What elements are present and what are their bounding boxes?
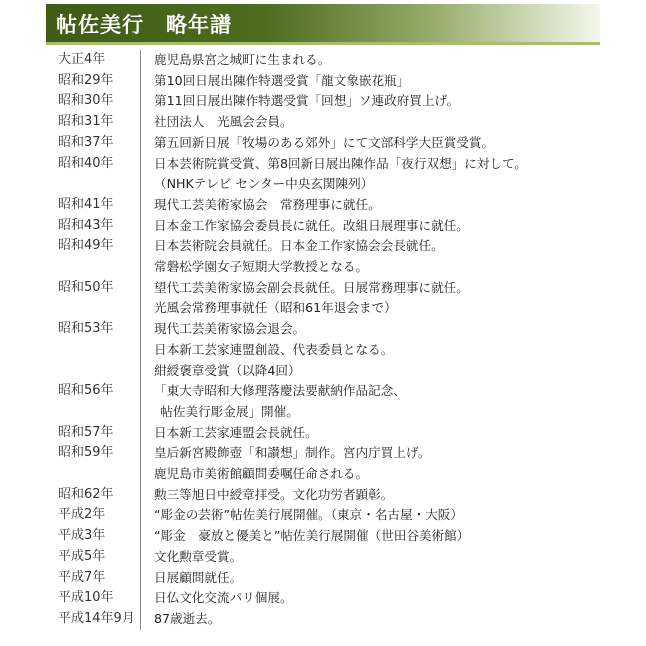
entry-description <box>154 195 618 216</box>
entry-description <box>154 133 618 154</box>
entry-text-line: 望代工芸美術家協会副会長就任。日展常務理事に就任。 <box>154 279 469 295</box>
chronology-entry <box>58 112 618 133</box>
chronology-entry <box>58 588 618 609</box>
entry-description <box>154 381 618 422</box>
entry-date: 昭和62年 <box>58 486 114 502</box>
page-header <box>46 4 600 42</box>
chronology-entry <box>58 319 618 381</box>
chronology-entry <box>58 91 618 112</box>
entry-date: 平成14年9月 <box>58 610 135 626</box>
timeline-divider <box>140 485 141 506</box>
timeline-divider <box>140 568 141 589</box>
entry-description <box>154 236 618 277</box>
entry-date: 昭和53年 <box>58 321 114 337</box>
entry-date: 昭和49年 <box>58 238 114 254</box>
entry-text-line: 日仏文化交流パリ個展。 <box>154 590 293 606</box>
entry-text-line: 第五回新日展「牧場のある郊外」にて文部科学大臣賞受賞。 <box>154 134 495 150</box>
entry-text-line: 現代工芸美術家協会 常務理事に就任。 <box>154 196 381 212</box>
entry-text-line: 文化勲章受賞。 <box>154 548 243 564</box>
timeline-divider <box>140 443 141 484</box>
entry-text-line: “彫金の芸術”帖佐美行展開催。（東京・名古屋・大阪） <box>154 507 463 523</box>
entry-date: 昭和57年 <box>58 424 114 440</box>
timeline-divider <box>140 381 141 422</box>
entry-text-line: 社団法人 光風会会員。 <box>154 114 293 130</box>
entry-date: 昭和29年 <box>58 72 114 88</box>
timeline-divider <box>140 71 141 92</box>
timeline-divider <box>140 319 141 381</box>
timeline-divider <box>140 195 141 216</box>
timeline-divider <box>140 526 141 547</box>
timeline-divider <box>140 133 141 154</box>
timeline-divider <box>140 112 141 133</box>
entry-date: 平成3年 <box>58 528 106 544</box>
entry-text-line: “彫金 豪放と優美と”帖佐美行展開催（世田谷美術館） <box>154 528 470 544</box>
chronology-list <box>58 50 618 630</box>
entry-text-line: 日本金工作家協会委員長に就任。改組日展理事に就任。 <box>154 217 469 233</box>
timeline-divider <box>140 154 141 195</box>
entry-date: 平成2年 <box>58 507 106 523</box>
entry-text-line: 光風会常務理事就任（昭和61年退会まで） <box>154 300 397 316</box>
entry-description <box>154 568 618 589</box>
entry-description <box>154 50 618 71</box>
chronology-entry <box>58 154 618 195</box>
timeline-divider <box>140 609 141 630</box>
chronology-entry <box>58 505 618 526</box>
entry-description <box>154 112 618 133</box>
entry-date: 昭和41年 <box>58 196 114 212</box>
entry-text-line: 鹿児島市美術館顧問委嘱任命される。 <box>154 466 369 482</box>
entry-description <box>154 154 618 195</box>
header-underline <box>46 42 600 45</box>
entry-description <box>154 526 618 547</box>
timeline-divider <box>140 236 141 277</box>
entry-description <box>154 547 618 568</box>
entry-text-line: 第11回日展出陳作特選受賞「回想」ソ連政府買上げ。 <box>154 93 460 109</box>
chronology-entry <box>58 278 618 319</box>
entry-description <box>154 216 618 237</box>
entry-description <box>154 278 618 319</box>
chronology-entry <box>58 195 618 216</box>
entry-description <box>154 319 618 381</box>
entry-date: 昭和30年 <box>58 93 114 109</box>
entry-text-line: 日本芸術院会員就任。日本金工作家協会会長就任。 <box>154 238 444 254</box>
chronology-entry <box>58 71 618 92</box>
chronology-entry <box>58 443 618 484</box>
timeline-divider <box>140 278 141 319</box>
chronology-entry <box>58 485 618 506</box>
chronology-entry <box>58 568 618 589</box>
entry-text-line: 現代工芸美術家協会退会。 <box>154 321 306 337</box>
entry-date: 平成5年 <box>58 548 106 564</box>
timeline-divider <box>140 50 141 71</box>
chronology-entry <box>58 50 618 71</box>
timeline-divider <box>140 91 141 112</box>
entry-description <box>154 423 618 444</box>
entry-date: 大正4年 <box>58 52 106 67</box>
entry-text-line: 第10回日展出陳作特選受賞「龍文象嵌花瓶」 <box>154 72 410 88</box>
entry-text-line: 「東大寺昭和大修理落慶法要献納作品記念、 <box>154 383 406 399</box>
chronology-entry <box>58 526 618 547</box>
timeline-divider <box>140 547 141 568</box>
entry-text-line: 日本芸術院賞受賞、第8回新日展出陳作品「夜行双想」に対して。 <box>154 155 527 171</box>
entry-date: 平成10年 <box>58 590 114 606</box>
entry-text-line: 紺綬褒章受賞（以降4回） <box>154 362 301 378</box>
entry-text-line: 帖佐美行彫金展」開催。 <box>154 403 299 419</box>
entry-description <box>154 588 618 609</box>
entry-text-line: 勲三等旭日中綬章拝受。文化功労者顕彰。 <box>154 486 394 502</box>
timeline-divider <box>140 216 141 237</box>
chronology-entry <box>58 423 618 444</box>
entry-description <box>154 71 618 92</box>
entry-date: 昭和37年 <box>58 134 114 150</box>
entry-description <box>154 443 618 484</box>
chronology-entry <box>58 609 618 630</box>
entry-text-line: 日本新工芸家連盟創設、代表委員となる。 <box>154 341 394 357</box>
entry-description <box>154 505 618 526</box>
entry-date: 昭和43年 <box>58 217 114 233</box>
timeline-divider <box>140 505 141 526</box>
entry-text-line: 皇后新宮殿飾壺「和讃想」制作。宮内庁買上げ。 <box>154 445 431 461</box>
entry-text-line: 鹿児島県宮之城町に生まれる。 <box>154 52 331 67</box>
chronology-entry <box>58 236 618 277</box>
entry-description <box>154 91 618 112</box>
chronology-entry <box>58 547 618 568</box>
entry-date: 平成7年 <box>58 569 106 585</box>
entry-text-line: 87歳逝去。 <box>154 610 221 626</box>
chronology-entry <box>58 216 618 237</box>
entry-text-line: 日展顧問就任。 <box>154 569 243 585</box>
entry-date: 昭和31年 <box>58 114 114 130</box>
entry-date: 昭和50年 <box>58 279 114 295</box>
page-title: 帖佐美行 略年譜 <box>56 13 232 37</box>
timeline-divider <box>140 423 141 444</box>
entry-text-line: 日本新工芸家連盟会長就任。 <box>154 424 318 440</box>
entry-description <box>154 485 618 506</box>
entry-date: 昭和59年 <box>58 445 114 461</box>
entry-date: 昭和40年 <box>58 155 114 171</box>
chronology-entry <box>58 381 618 422</box>
entry-text-line: （NHKテレビ センター中央玄関陳列） <box>154 176 374 192</box>
entry-text-line: 常磐松学園女子短期大学教授となる。 <box>154 259 369 275</box>
chronology-entry <box>58 133 618 154</box>
entry-date: 昭和56年 <box>58 383 114 399</box>
entry-description <box>154 609 618 630</box>
timeline-divider <box>140 588 141 609</box>
